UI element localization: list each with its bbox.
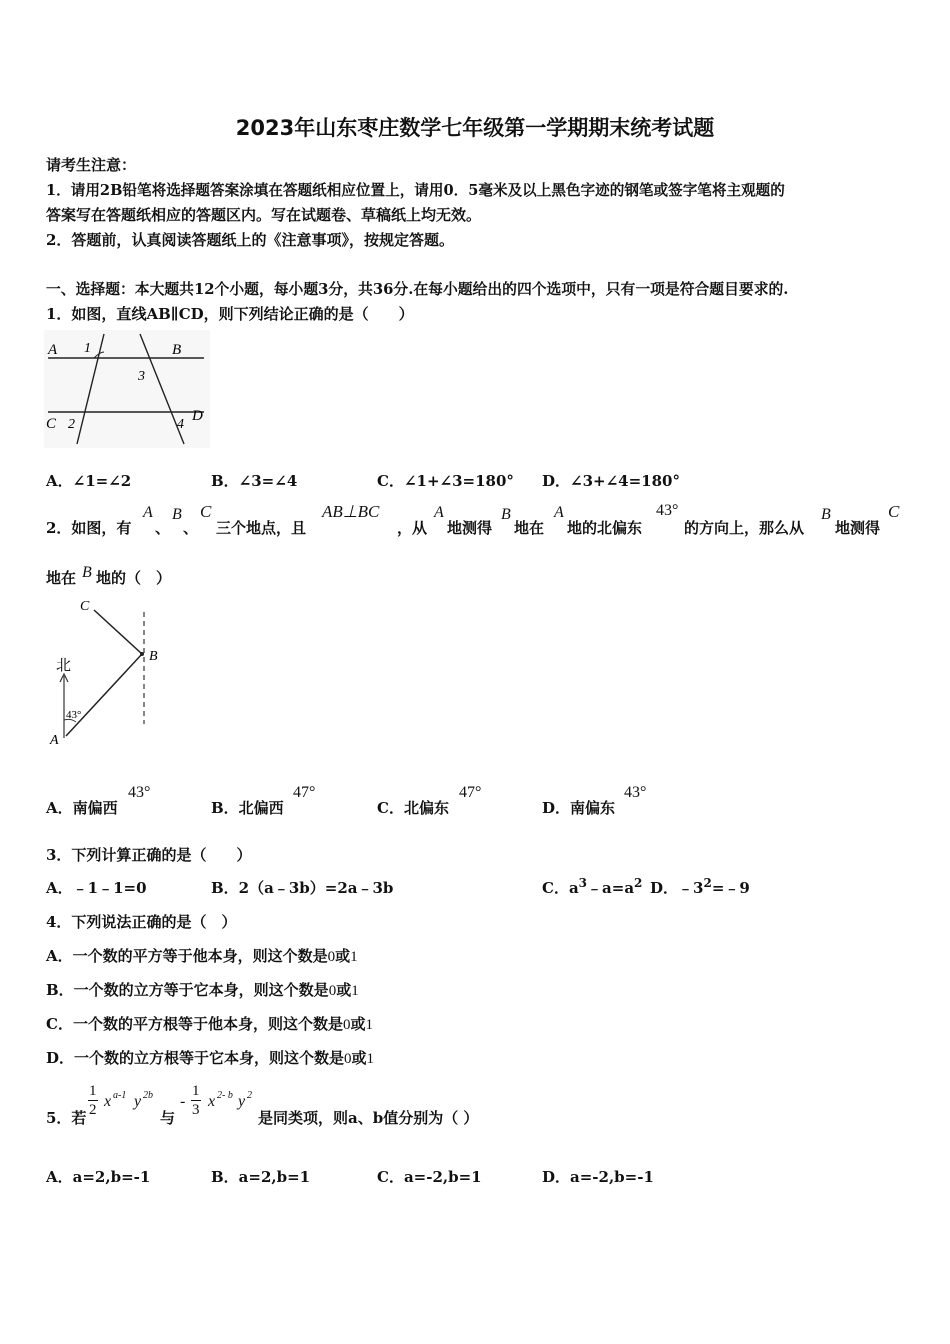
label-a: A: [48, 342, 58, 358]
q5-exp-a1: a-1: [113, 1090, 127, 1101]
q2-option-c: C．北偏东: [377, 799, 449, 817]
q4-option-a-0: 0: [327, 949, 336, 965]
q2-perp: AB⊥BC: [322, 502, 380, 521]
q5-option-b: B．a=2,b=1: [211, 1168, 311, 1186]
q5-frac1: [88, 1082, 98, 1119]
notice-line2: 2．答题前，认真阅读答题纸上的《注意事项》，按规定答题。: [46, 231, 454, 249]
q2-option-c-deg: 47°: [459, 784, 482, 801]
q1-option-b: B．∠3=∠4: [211, 472, 298, 490]
q4-option-b-text: B．一个数的立方等于它本身，则这个数是: [46, 981, 329, 999]
q2-point-b3: B: [821, 506, 831, 523]
q4-option-c: [46, 1013, 373, 1034]
q1-option-a: A．∠1=∠2: [46, 472, 132, 490]
q2-part5: 地在: [514, 519, 545, 537]
q3-option-c-part1: C．a: [542, 879, 579, 897]
q3-option-d-exp: 2: [703, 876, 712, 890]
q2-line2a: 地在: [46, 569, 77, 587]
section-heading: 一、选择题：本大题共12个小题，每小题3分，共36分.在每小题给出的四个选项中，只有一项是符合题目要求的.: [46, 281, 789, 298]
q4-option-c-1: 1: [365, 1017, 373, 1033]
q3-option-d-part1: D．﹣3: [650, 879, 704, 897]
q1-option-c: C．∠1+∠3=180°: [377, 472, 514, 490]
q2-part4: 地测得: [447, 519, 493, 537]
q4-option-a-text: A．一个数的平方等于他本身，则这个数是: [46, 947, 328, 965]
q5-y2: y: [238, 1093, 246, 1110]
q5-option-d: D．a=-2,b=-1: [542, 1168, 654, 1186]
q2-point-b: B: [172, 506, 182, 523]
q2-figure: [44, 592, 170, 752]
q4-option-d-text: D．一个数的立方根等于它本身，则这个数是: [46, 1049, 345, 1067]
q2-option-b: B．北偏西: [211, 799, 284, 817]
fig-label-a: A: [50, 733, 59, 748]
q4-option-b-or: 或: [336, 981, 352, 999]
q5-minus: -: [180, 1093, 186, 1110]
q1-stem: 1．如图，直线AB∥CD，则下列结论正确的是（ ）: [46, 305, 414, 323]
notice-line1b: 答案写在答题纸相应的答题区内。写在试题卷、草稿纸上均无效。: [46, 206, 482, 224]
notice-line1a: 1．请用2B铅笔将选择题答案涂填在答题纸相应位置上，请用0．5毫米及以上黑色字迹的钢笔或签字笔将主观题的: [46, 182, 785, 199]
q4-option-a-1: 1: [350, 949, 358, 965]
q2-point-a3: A: [554, 504, 564, 521]
q3-option-c-exp1: 3: [578, 876, 588, 890]
q4-option-a: [46, 945, 358, 966]
q2-option-b-deg: 47°: [293, 784, 316, 801]
q3-option-c-exp2: 2: [634, 876, 643, 890]
q2-option-a: A．南偏西: [46, 799, 118, 817]
q5-x1: x: [104, 1093, 112, 1110]
fig-label-b: B: [149, 649, 158, 664]
label-c: C: [46, 416, 57, 432]
q4-option-d-or: 或: [351, 1049, 367, 1067]
q5-option-a: A．a=2,b=-1: [46, 1168, 151, 1186]
q1-figure: [44, 330, 210, 448]
q2-part7: 的方向上，那么从: [684, 519, 805, 537]
q4-option-c-or: 或: [350, 1015, 366, 1033]
fig-label-c: C: [80, 599, 90, 614]
q2-part1: 2．如图，有: [46, 519, 132, 537]
q2-part2: 三个地点，且: [216, 519, 307, 537]
q4-option-d-1: 1: [366, 1051, 375, 1067]
q3-option-b: B．2（a﹣3b）=2a﹣3b: [211, 879, 394, 897]
q2-point-a2: A: [434, 504, 444, 521]
q4-option-b-0: 0: [328, 983, 337, 999]
q2-sep2: 、: [183, 519, 199, 537]
label-1: 1: [84, 341, 91, 356]
q2-option-d-deg: 43°: [624, 784, 647, 801]
label-4: 4: [177, 417, 184, 432]
q3-option-d-part2: =﹣9: [711, 879, 750, 897]
q2-option-a-deg: 43°: [128, 784, 151, 801]
q2-line2b: 地的（ ）: [96, 569, 172, 587]
q5-part2: 是同类项，则a、b值分别为（ ）: [258, 1109, 479, 1127]
q5-exp-2b-minus: 2- b: [217, 1090, 233, 1101]
q5-exp-2b: 2b: [143, 1090, 153, 1101]
q5-y1: y: [134, 1093, 142, 1110]
q5-part1: 5．若: [46, 1109, 87, 1127]
point-b-dot: [140, 652, 144, 656]
q3-option-c-part2: ﹣a=a: [587, 879, 635, 897]
q5-x2: x: [208, 1093, 216, 1110]
segment-cb: [94, 610, 142, 654]
q4-option-b-1: 1: [351, 983, 359, 999]
q4-option-b: [46, 979, 359, 1000]
q4-option-d: [46, 1047, 374, 1068]
q5-exp-2: 2: [247, 1090, 252, 1101]
label-b: B: [172, 342, 182, 358]
q5-frac2: [191, 1082, 201, 1119]
q5-option-c: C．a=-2,b=1: [377, 1168, 482, 1186]
label-2: 2: [68, 417, 75, 432]
q2-part3: ，从: [397, 519, 428, 537]
q4-option-d-0: 0: [344, 1051, 352, 1067]
q2-deg43: 43°: [656, 502, 679, 519]
q5-with: 与: [160, 1109, 176, 1127]
q3-option-d: [650, 877, 750, 898]
q5-frac1-num: 1: [89, 1083, 97, 1099]
q4-option-c-text: C．一个数的平方根等于他本身，则这个数是: [46, 1015, 343, 1033]
q3-option-c: [542, 877, 642, 898]
q2-point-a: A: [143, 504, 153, 521]
q2-point-b4: B: [82, 564, 92, 581]
q2-part6: 地的北偏东: [567, 519, 643, 537]
q2-point-c: C: [200, 502, 212, 521]
q4-stem: 4．下列说法正确的是（ ）: [46, 913, 237, 931]
notice-heading: 请考生注意：: [46, 156, 137, 174]
q4-option-a-or: 或: [335, 947, 351, 965]
q5-frac1-den: 2: [89, 1102, 97, 1118]
q3-stem: 3．下列计算正确的是（ ）: [46, 846, 252, 864]
q2-point-c2: C: [888, 502, 900, 521]
q2-option-d: D．南偏东: [542, 799, 616, 817]
fig-label-angle: 43°: [66, 709, 82, 721]
q2-part8: 地测得: [835, 519, 881, 537]
q2-point-b2: B: [501, 506, 511, 523]
q5-frac2-den: 3: [192, 1102, 200, 1118]
segment-ba: [66, 654, 142, 736]
page-title: 2023年山东枣庄数学七年级第一学期期末统考试题: [235, 116, 715, 140]
fig-label-north: 北: [56, 656, 72, 674]
q3-option-a: A．﹣1﹣1=0: [46, 879, 147, 897]
q2-sep1: 、: [155, 519, 171, 537]
q1-option-d: D．∠3+∠4=180°: [542, 472, 680, 490]
q4-option-c-0: 0: [342, 1017, 351, 1033]
label-d: D: [192, 408, 203, 424]
q5-frac2-num: 1: [192, 1083, 200, 1099]
label-3: 3: [138, 369, 145, 384]
